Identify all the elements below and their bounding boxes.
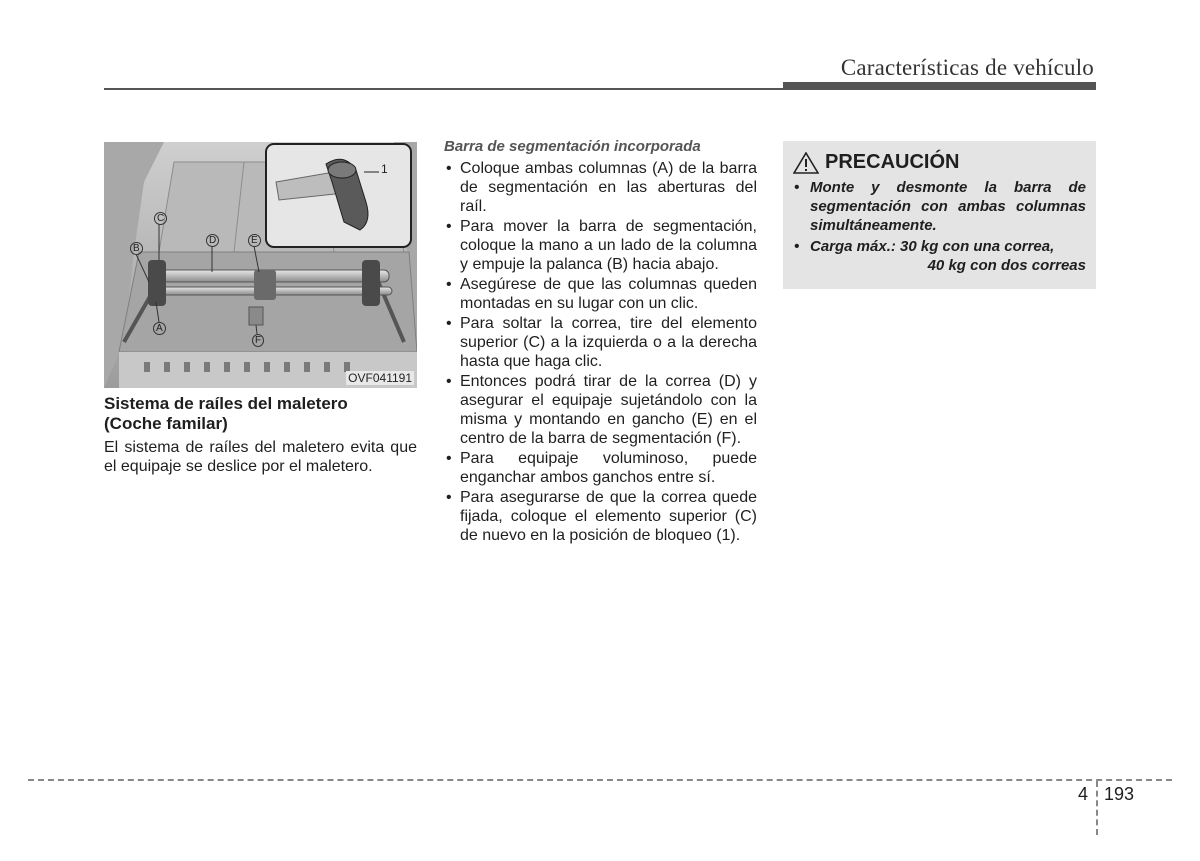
caution-item-line2: 40 kg con dos correas xyxy=(927,257,1086,274)
page-header-title: Características de vehículo xyxy=(840,55,1094,80)
chapter-number: 4 xyxy=(1078,784,1089,804)
figure-code: OVF041191 xyxy=(348,371,412,385)
footer-rule xyxy=(28,779,1172,781)
callout-b: B xyxy=(130,242,143,255)
header-rule-accent xyxy=(783,82,1096,90)
left-column xyxy=(104,394,417,476)
subheading: Barra de segmentación incorporada xyxy=(444,138,701,155)
caution-header xyxy=(793,151,1086,174)
section-body: El sistema de raíles del maletero evita que el equipaje se deslice por el maletero. xyxy=(104,439,417,475)
caution-box xyxy=(783,141,1096,289)
callout-c: C xyxy=(154,212,167,225)
list-item: • Para equipaje voluminoso, puede enganchar ambos ganchos entre sí. xyxy=(444,449,757,487)
footer-divider xyxy=(1096,781,1098,835)
list-item: • Entonces podrá tirar de la correa (D) y asegurar el equipaje sujetándolo con la misma y montando en gancho (E) en el centro de la barra de segmentación (F). xyxy=(444,372,757,448)
section-heading-line1: Sistema de raíles del maletero xyxy=(104,394,348,413)
middle-column xyxy=(444,137,757,546)
list-item: • Para soltar la correa, tire del elemento superior (C) a la izquierda o a la derecha hasta que haga clic. xyxy=(444,314,757,371)
caution-item xyxy=(793,237,1086,275)
caution-list xyxy=(793,178,1086,275)
caution-item: • Monte y desmonte la barra de segmentación con ambas columnas simultáneamente. xyxy=(793,178,1086,235)
callout-d: D xyxy=(206,234,219,247)
callout-f: F xyxy=(252,334,264,347)
instruction-list xyxy=(444,159,757,545)
list-item: • Coloque ambas columnas (A) de la barra de segmentación en las aberturas del raíl. xyxy=(444,159,757,216)
page-number: 193 xyxy=(1104,784,1135,804)
caution-item-line1: Carga máx.: 30 kg con una correa, xyxy=(810,238,1055,255)
callout-a: A xyxy=(153,322,166,335)
list-item: • Asegúrese de que las columnas queden montadas en su lugar con un clic. xyxy=(444,275,757,313)
callout-e: E xyxy=(248,234,261,247)
list-item: • Para mover la barra de segmentación, coloque la mano a un lado de la columna y empuje la palanca (B) hacia abajo. xyxy=(444,217,757,274)
caution-title: PRECAUCIÓN xyxy=(825,151,960,173)
callout-1: 1 xyxy=(381,162,388,176)
trunk-rail-illustration xyxy=(104,142,417,388)
section-heading xyxy=(104,394,417,434)
section-heading-line2: (Coche familar) xyxy=(104,414,228,433)
warning-triangle-icon xyxy=(793,152,819,174)
list-item: • Para asegurarse de que la correa quede fijada, coloque el elemento superior (C) de nuevo en la posición de bloqueo (1). xyxy=(444,488,757,545)
